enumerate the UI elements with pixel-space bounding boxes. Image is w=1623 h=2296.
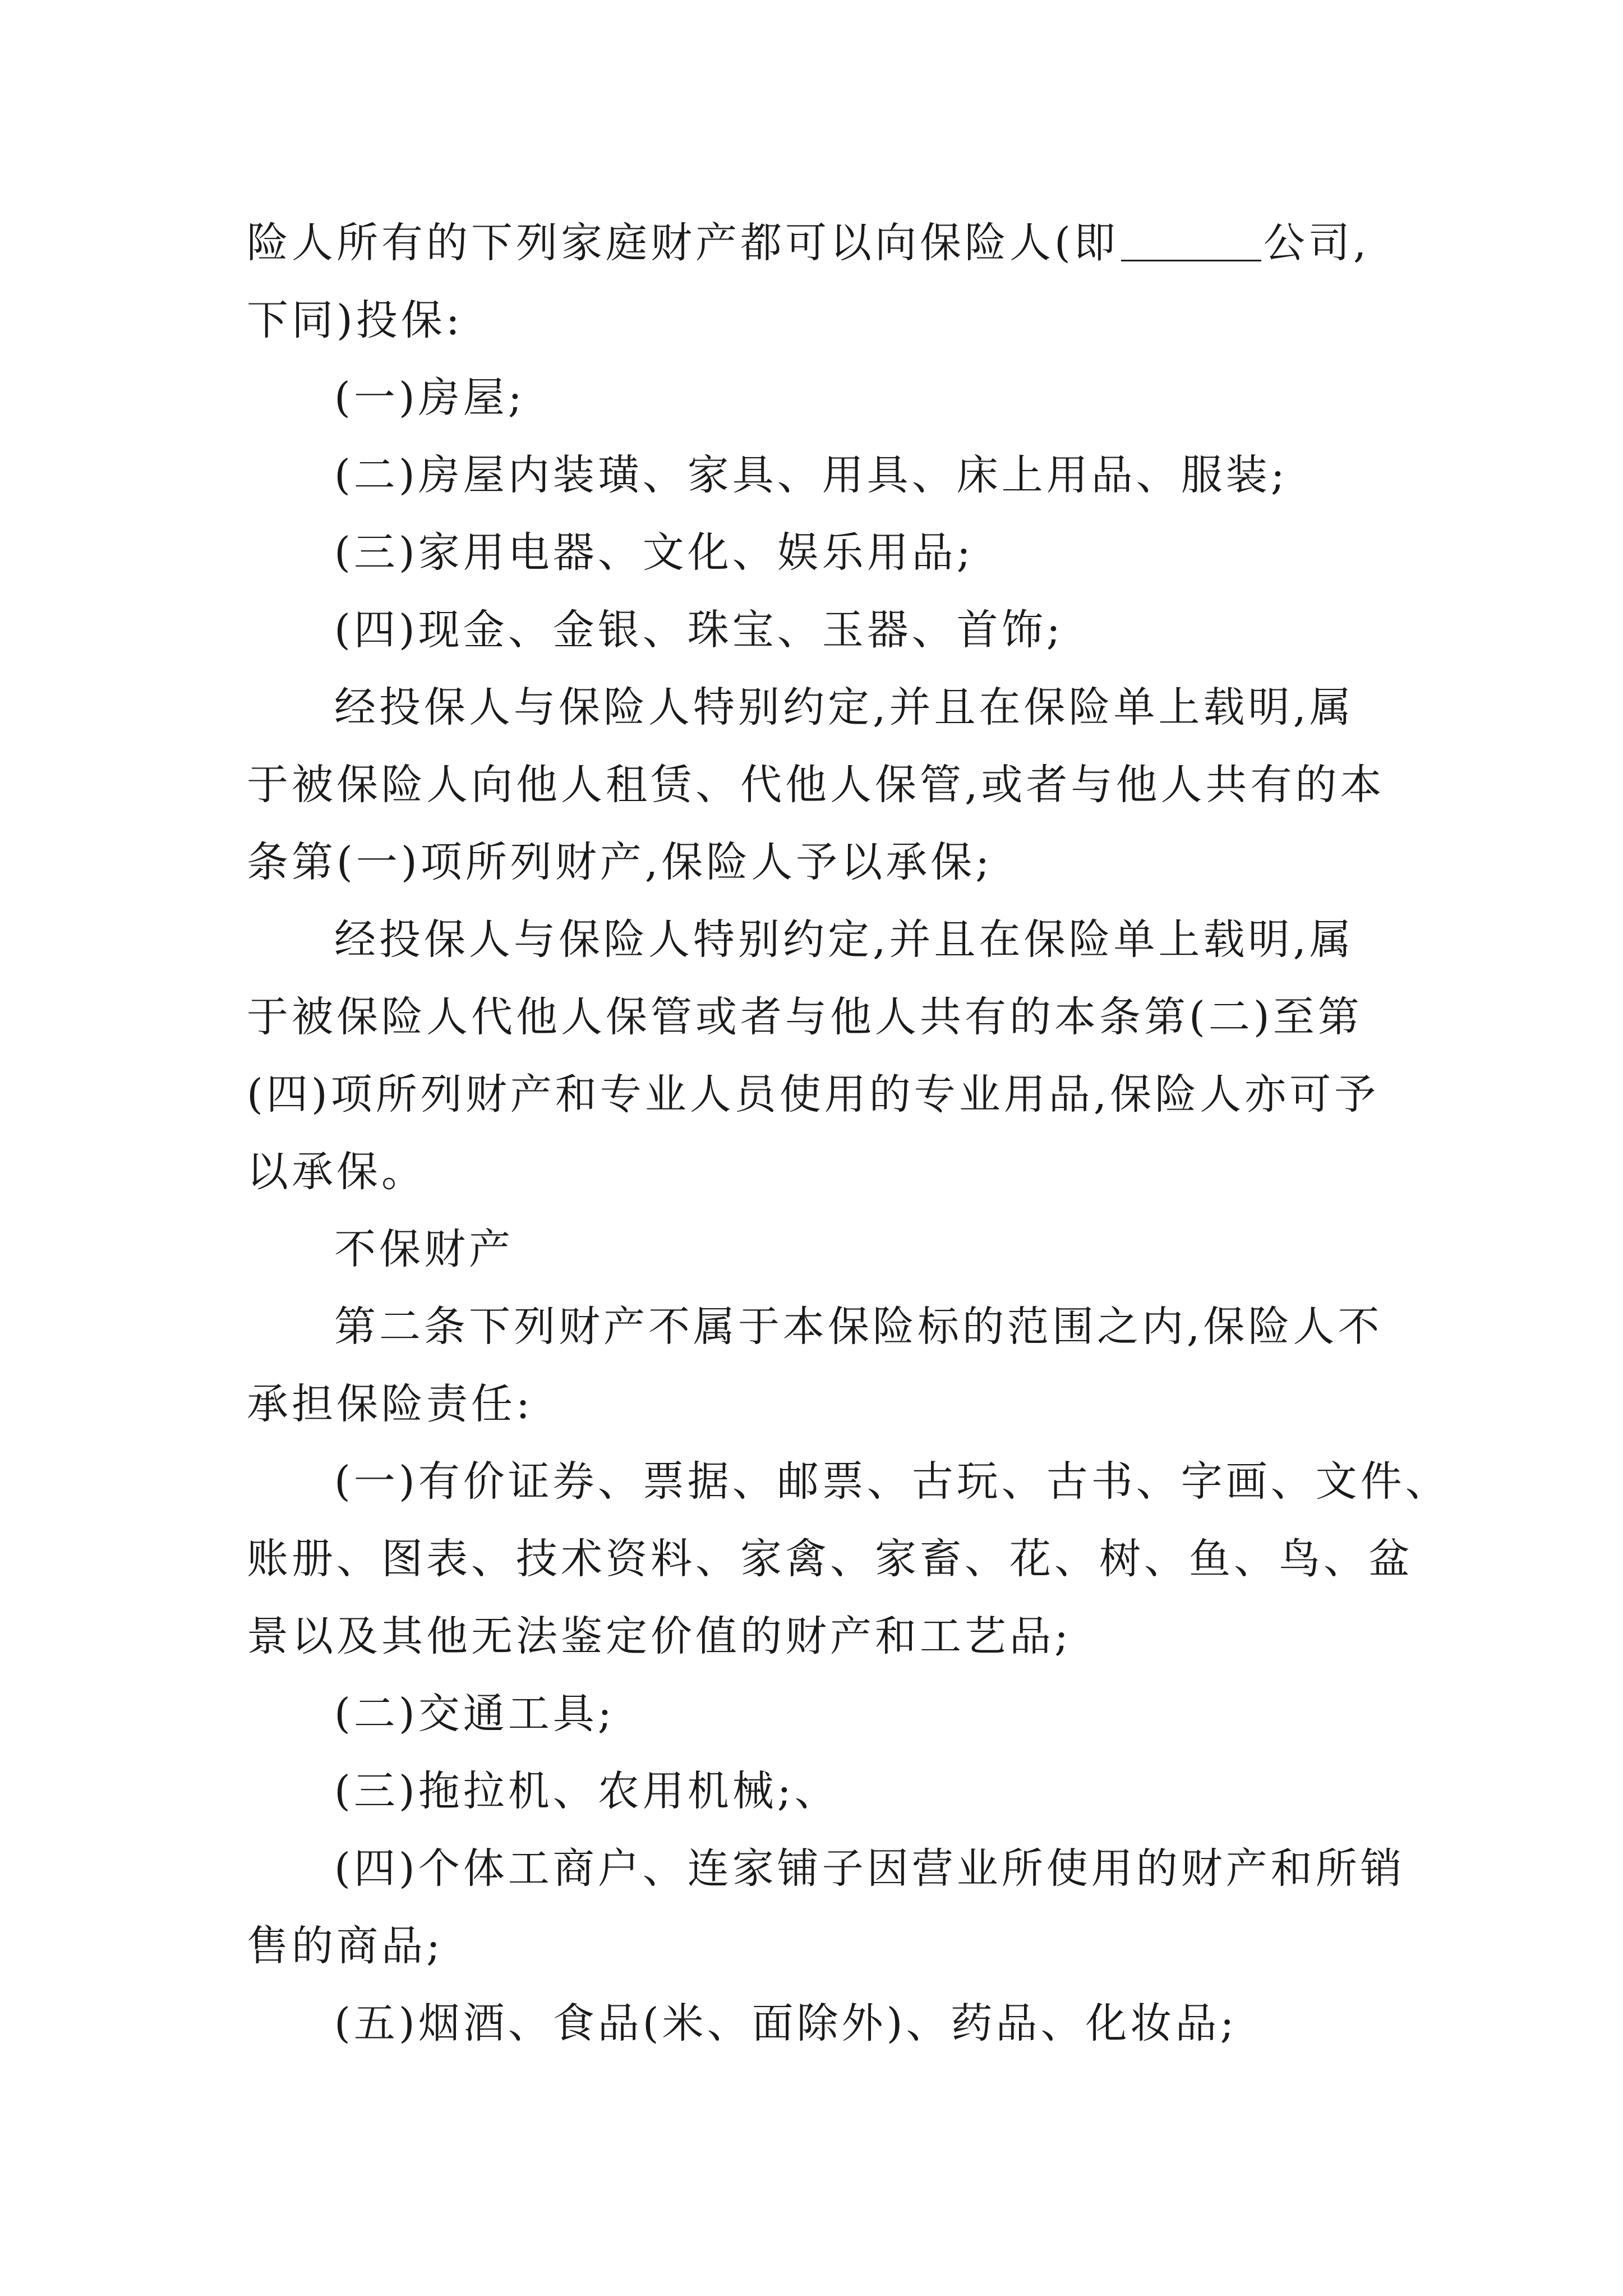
text-line: (三)拖拉机、农用机械;、 [334,1767,840,1815]
text-segment: 公司, [1263,219,1370,267]
text-line: 售的商品; [247,1922,444,1970]
text-line: (一)有价证券、票据、邮票、古玩、古书、字画、文件、 [334,1457,1450,1506]
text-line: 经投保人与保险人特别约定,并且在保险单上载明,属 [334,915,1355,964]
text-line: (五)烟酒、食品(米、面除外)、药品、化妆品; [334,1999,1238,2047]
text-line: (二)交通工具; [334,1690,615,1738]
text-line: 以承保。 [247,1148,426,1196]
text-line: (四)项所列财产和专业人员使用的专业用品,保险人亦可予 [247,1070,1380,1119]
text-line [247,215,1370,271]
text-line: 账册、图表、技术资料、家禽、家畜、花、树、鱼、鸟、盆 [247,1535,1413,1583]
text-line: 于被保险人向他人租赁、代他人保管,或者与他人共有的本 [247,761,1385,809]
text-line: (四)个体工商户、连家铺子因营业所使用的财产和所销 [334,1844,1405,1893]
text-line: (三)家用电器、文化、娱乐用品; [334,528,974,577]
fill-in-blank [1121,260,1261,261]
text-line: (四)现金、金银、珠宝、玉器、首饰; [334,606,1064,654]
text-line: 条第(一)项所列财产,保险人予以承保; [247,838,993,886]
text-line: 于被保险人代他人保管或者与他人共有的本条第(二)至第 [247,993,1363,1041]
text-segment: 险人所有的下列家庭财产都可以向保险人(即 [247,219,1119,267]
text-line: 承担保险责任: [247,1380,533,1428]
text-line: 经投保人与保险人特别约定,并且在保险单上载明,属 [334,683,1355,731]
section-heading: 不保财产 [334,1225,514,1273]
text-line: (一)房屋; [334,374,525,422]
text-line: (二)房屋内装璜、家具、用具、床上用品、服装; [334,451,1288,499]
text-line: 第二条下列财产不属于本保险标的范围之内,保险人不 [334,1303,1383,1351]
text-line: 下同)投保: [247,296,463,344]
text-line: 景以及其他无法鉴定价值的财产和工艺品; [247,1612,1072,1660]
